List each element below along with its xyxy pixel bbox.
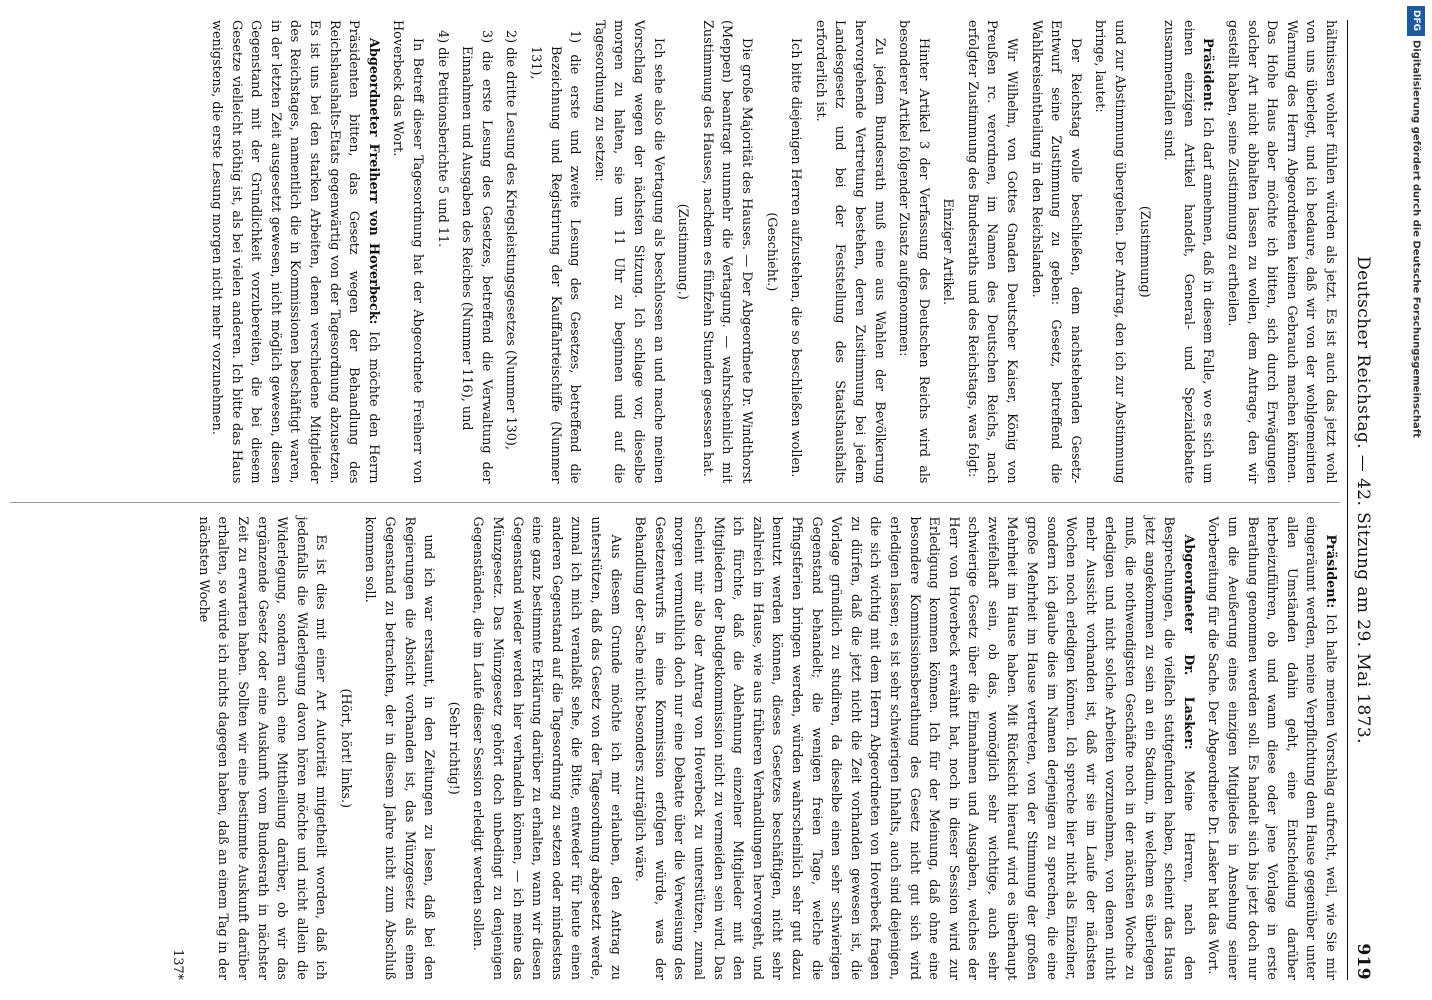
- text-paragraph: In Betreff dieser Tagesordnung hat der Abgeordnete Freiherr von Hoverbeck das Wort.: [390, 20, 426, 484]
- signature-mark: 137*: [170, 949, 186, 980]
- dfg-logo: DFG: [1407, 6, 1425, 36]
- agenda-item: 3) die erste Lesung des Gesetzes, betreffend die Verwaltung der Einnahmen und Ausgaben des Reiches (Nummer 116), und: [459, 30, 494, 484]
- agenda-item: 4) die Petitionsberichte 5 und 11.: [434, 30, 450, 248]
- text-paragraph: Ich bitte diejenigen Herren aufzustehen, die so beschließen wollen.: [788, 38, 804, 478]
- text-paragraph: Zu jedem Bundesrath muß eine aus Wahlen der Bevölkerung hervorgehende Vertretung bestehen, deren Zustimmung bei jedem Landesgesetz und bei der Feststellung des Staatshaushalts erforderlich ist.: [812, 20, 887, 484]
- text-paragraph: Die große Majorität des Hauses. — Der Abgeordnete Dr. Windthorst (Meppen) beantragt nunmehr die Vertagung. — wahrscheinlich mit Zustimmung des Hauses, nachdem es fünfzehn Stunden gesessen hat.: [699, 20, 754, 484]
- page-header: [1347, 20, 1378, 980]
- interjection: (Geschieht.): [763, 212, 779, 292]
- speech-text: Ich darf annehmen, daß in diesem Falle, wo es sich um einen einzigen Artikel handelt, General- und Spezialdebatte zusammenfallen sind.: [1161, 20, 1216, 484]
- text-paragraph: Es ist dies mit einer Art Autorität mitgetheilt worden, daß ich jedenfalls die Widerlegung davon hören möchte und nicht allein die Widerlegung, sondern auch eine Mittheilung darüber, ob wir das ergänzende Gesetz oder eine Auskunft vom Bundesrath in nächster Zeit zu erwarten haben. Sollten wir eine bestimmte Auskunft darüber erhalten, so würde ich nichts dagegen haben, daß an einem Tag in der nächsten Woche: [195, 516, 329, 980]
- digitization-credit: Digitalisierung gefördert durch die Deutsche Forschungsgemeinschaft: [1410, 40, 1422, 438]
- text-paragraph: Der Reichstag wolle beschließen, dem nachstehenden Gesetz-Entwurf seine Zustimmung zu geben: Gesetz, betreffend die Wahlkreiseintheilung in den Reichslanden.: [1028, 20, 1083, 484]
- interjection: (Zustimmung): [1136, 205, 1152, 298]
- column-right: [10, 502, 1340, 981]
- interjection: (Zustimmung.): [675, 203, 691, 300]
- interjection: (Sehr richtig!): [445, 701, 461, 795]
- interjection: (Hört, hört! links.): [337, 688, 353, 808]
- speech-paragraph: [207, 20, 383, 484]
- speech-paragraph: [630, 517, 1198, 981]
- text-paragraph: hältnissen wohler fühlen würden als jetzt. Es ist auch das jetzt wohl von uns überlegt, und ich bedaure, daß wir von der wohlgemeinten Warnung des Herrn Abgeordneten keinen Gebrauch machen können. Das Hohe Haus aber möchte ich bitten, sich durch Erwägungen solcher Art nicht abhalten lassen zu wollen, dem Antrage, den wir gestellt haben, seine Zustimmung zu ertheilen.: [1225, 20, 1338, 484]
- interjection: Einziger Artikel.: [940, 198, 956, 306]
- agenda-item: 2) die dritte Lesung des Kriegsleistungsgesetzes (Nummer 130),: [503, 30, 519, 450]
- speech-paragraph: [1159, 20, 1218, 484]
- text-paragraph: Ich sehe also die Vertagung als beschlossen an und mache meinen Vorschlag wegen der nächsten Sitzung. Ich schlage vor, dieselbe morgen zu halten, sie um 11 Uhr zu beginnen und auf die Tagesordnung zu setzen:: [591, 20, 666, 484]
- text-paragraph: und zur Abstimmung übergehen. Der Antrag, den ich zur Abstimmung bringe, lautet:: [1092, 20, 1128, 484]
- speech-paragraph: [1203, 517, 1340, 981]
- text-paragraph: Hinter Artikel 3 der Verfassung des Deutschen Reichs wird als besonderer Artikel folgender Zusatz aufgenommen:: [896, 20, 931, 484]
- text-paragraph: Aus diesem Grunde möchte ich mir erlauben, den Antrag zu unterstützen, daß das Gesetz von der Tagesordnung abgesetzt werde, zumal ich mich veranlaßt sehe, die Bitte, entweder für heute einen anderen Gegenstand auf die Tagesordnung zu setzen oder mindestens eine ganz bestimmte Erklärung darüber zu erhalten, wann wir diesen Gegenstand wieder werden hier verhandeln können, — ich meine das Münzgesetz. Das Münzgesetz gehört doch unbedingt zu denjenigen Gegenständen, die im Laufe dieser Session erledigt werden sollen.: [470, 516, 623, 980]
- column-left: [10, 20, 1340, 484]
- text-columns: [10, 20, 1340, 980]
- speech-text: Meine Herren, nach den Besprechungen, die vielfach stattgefunden haben, scheint das Haus jetzt angekommen zu sein an ein Stadium, in welchem es überlegen muß, die nothwendigsten Geschäfte noch in der nächsten Woche zu erledigen und nicht solche Arbeiten vorzunehmen, von denen nicht mehr Aussicht vorhanden ist, daß wir sie im Laufe der nächsten Wochen noch erledigen können. Ich spreche hier nicht als Einzelner, sondern ich glaube dies im Namen derjenigen zu sprechen, die eine große Mehrheit im Hause vertreten, von der Stimmung der großen Mehrheit im Hause haben. Mit Rücksicht hierauf wird es überhaupt zweifelhaft sein, ob das, womöglich sehr wichtige, auch sehr schwierige Gesetz über die Einnahmen und Ausgaben, welches der Herr von Hoverbeck erwähnt hat, noch in dieser Session wird zur Erledigung kommen können. Ich für der Meinung, daß ohne eine besondere Kommissionsberathung des Gesetz nicht gut sich wird erledigen lassen; es ist sehr schwierigen Inhalts, auch sind diejenigen, die sich wichtig mit dem Herrn Abgeordneten von Hoverbeck fragen zu dürfen, daß die jetzt nicht die Zeit vorhanden gewesen ist, die Vorlage gründlich zu studiren, da dieselbe einen sehr schwierigen Gegenstand behandelt; die wenigen freien Tage, welche die Pfingstferien bringen werden, würden wahrscheinlich sehr gut dazu benutzt werden können, dieses Gesetzes beschäftigen, nicht sehr zahlreich im Hause, wie aus früheren Verhandlungen hervorgeht, und ich fürchte, daß die Ablehnung einzelner Mitglieder mit den Mitgliedern der Budgetkommission nicht zu vermeiden sein wird. Das scheint mir also der Antrag von Hoverbeck zu unterstützen, zumal morgen vermuthlich doch nur eine Debatte über die Verweisung des Gesetzentwurfs in eine Kommission erfolgen würde, was der Behandlung der Sache nicht besonders zuträglich wäre.: [632, 516, 1196, 980]
- page-header-title: Deutscher Reichstag. — 42. Sitzung am 29. Mai 1873.: [1353, 256, 1373, 744]
- agenda-item: 1) die erste und zweite Lesung des Gesetzes, betreffend die Bezeichnung und Registrirung der Kauffahrteischiffe (Nummer 131),: [528, 30, 583, 484]
- speaker-name: Präsident:: [1323, 534, 1338, 609]
- digitization-sidebar: [1404, 0, 1428, 1000]
- page-number: 919: [1353, 943, 1373, 980]
- text-paragraph: und ich war erstaunt, in den Zeitungen zu lesen, daß bei den Regierungen die Absicht vorhanden ist, das Münzgesetz als einen Gegenstand zu betrachten, der in diesem Jahre nicht zum Abschluß kommen soll.: [362, 516, 437, 980]
- speech-text: Ich möchte den Herrn Präsidenten bitten, das Gesetz wegen der Behandlung des Reichshaushalts-Etats gegenwärtig von der Tagesordnung abzusetzen. Es ist uns bei den starken Arbeiten, denen verschiedene Mitglieder des Reichstages, namentlich die in Kommissionen beschäftigt waren, in der letzten Zeit ausgesetzt gewesen, nicht möglich gewesen, diesen Gegenstand mit der Gründlichkeit vorzubereiten, die bei diesem Gesetze vielleicht nöthig ist, als bei vielen anderen. Ich bitte das Haus wenigstens, die erste Lesung morgen nicht mehr vorzunehmen.: [209, 20, 381, 484]
- speaker-name: Abgeordneter Freiherr von Hoverbeck:: [365, 38, 381, 325]
- speaker-name: Abgeordneter Dr. Lasker:: [1180, 534, 1196, 750]
- speaker-name: Präsident:: [1200, 38, 1216, 112]
- speech-text: Ich halte meinen Vorschlag aufrecht, weil, wie Sie mir eingeräumt werden, meine Verpflichtung dem Hause gegenüber unter allen Umständen dahin geht, eine Entscheidung darüber herbeizuführen, ob und wann diese oder jene Vorlage in erste Berathung genommen werden soll. Es handelt sich bis jetzt doch nur um die Aeußerung eines einzigen Mitgliedes in Ansehung seiner Vorbereitung für die Sache. Der Abgeordnete Dr. Lasker hat das Wort.: [1205, 516, 1338, 980]
- text-paragraph: Wir Wilhelm, von Gottes Gnaden Deutscher Kaiser, König von Preußen rc. verordnen, im Namen des Deutschen Reichs, nach erfolgter Zustimmung des Bundesraths und des Reichstags, was folgt:: [964, 20, 1020, 484]
